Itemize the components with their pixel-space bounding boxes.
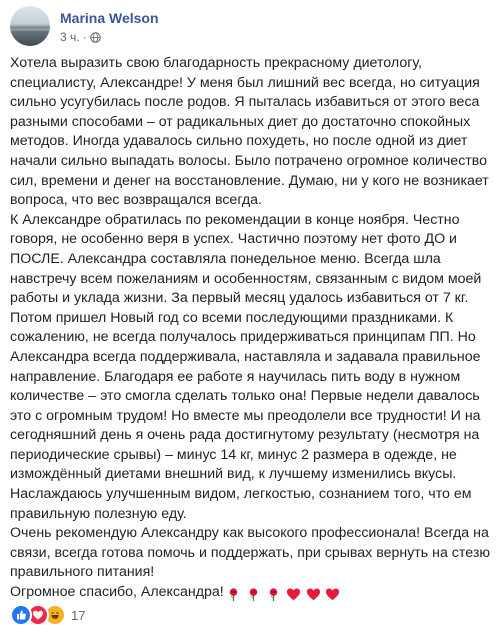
- post-body: [10, 54, 492, 605]
- globe-icon: [90, 32, 101, 43]
- post-meta: [60, 6, 159, 45]
- like-icon: [10, 604, 32, 626]
- post-closing-line: [10, 583, 492, 605]
- post-paragraph: К Александре обратилась по рекомендации в конце ноября. Честно говоря, не особенно веря в успех. Частично поэтому нет фото ДО и ПОСЛЕ. Александра составляла понедельное меню. Всегда шла навстречу всем пожеланиям и особенностям, связанным с видом моей работы и уклада жизни. За первый месяц удалось избавиться от 7 кг. Потом пришел Новый год со всеми последующими праздниками. К сожалению, не всегда получалось придерживаться принципам ПП. Но Александра всегда поддерживала, наставляла и задавала правильное направление. Благодаря ее работе я научилась пить воду в нужном количестве – это смогла сделать только она! Первые недели давалось это с огромным трудом! Но вместе мы преодолели все трудности! И на сегодняшний день я очень рада достигнутому результату (несмотря на периодические срывы) – минус 14 кг, минус 2 размера в одежде, не измождённый диетами внешний вид, к лучшему изменились вкусы. Наслаждаюсь улучшенным видом, легкостью, сознанием того, что ем правильную полезную еду.: [10, 211, 482, 522]
- reactions-bar[interactable]: [10, 604, 85, 626]
- rose-icon: [266, 587, 281, 602]
- heart-icon: [286, 587, 301, 602]
- meta-separator: ·: [82, 30, 87, 44]
- author-name[interactable]: Marina Welson: [60, 10, 159, 26]
- avatar[interactable]: [10, 6, 50, 46]
- heart-icon: [306, 587, 321, 602]
- rose-icon: [226, 587, 241, 602]
- emoji-row: [226, 585, 342, 605]
- rose-icon: [246, 587, 261, 602]
- post-time[interactable]: 3 ч.: [60, 30, 80, 44]
- reaction-count[interactable]: 17: [71, 607, 86, 623]
- post-paragraph: Очень рекомендую Александру как высокого профессионала! Всегда на связи, всегда готова помочь и поддержать, при срывах вернуть на стезю правильного питания!: [10, 525, 490, 581]
- post-header: [10, 6, 159, 46]
- post-closing-text: Огромное спасибо, Александра!: [10, 584, 224, 601]
- heart-icon: [325, 587, 340, 602]
- post-paragraph: Хотела выразить свою благодарность прекрасному диетологу, специалисту, Александре! У меня был лишний вес всегда, но ситуация сильно усугубилась после родов. Я пыталась избавиться от этого веса разными способами – от радикальных диет до достаточно спокойных методов. Иногда удавалось сильно похудеть, но после одной из диет начали сильно выпадать волосы. Было потрачено огромное количество сил, времени и денег на восстановление. Думаю, ни у кого не возникает вопроса, что вес возвращался всегда.: [10, 55, 489, 209]
- post-time-row: [60, 29, 159, 45]
